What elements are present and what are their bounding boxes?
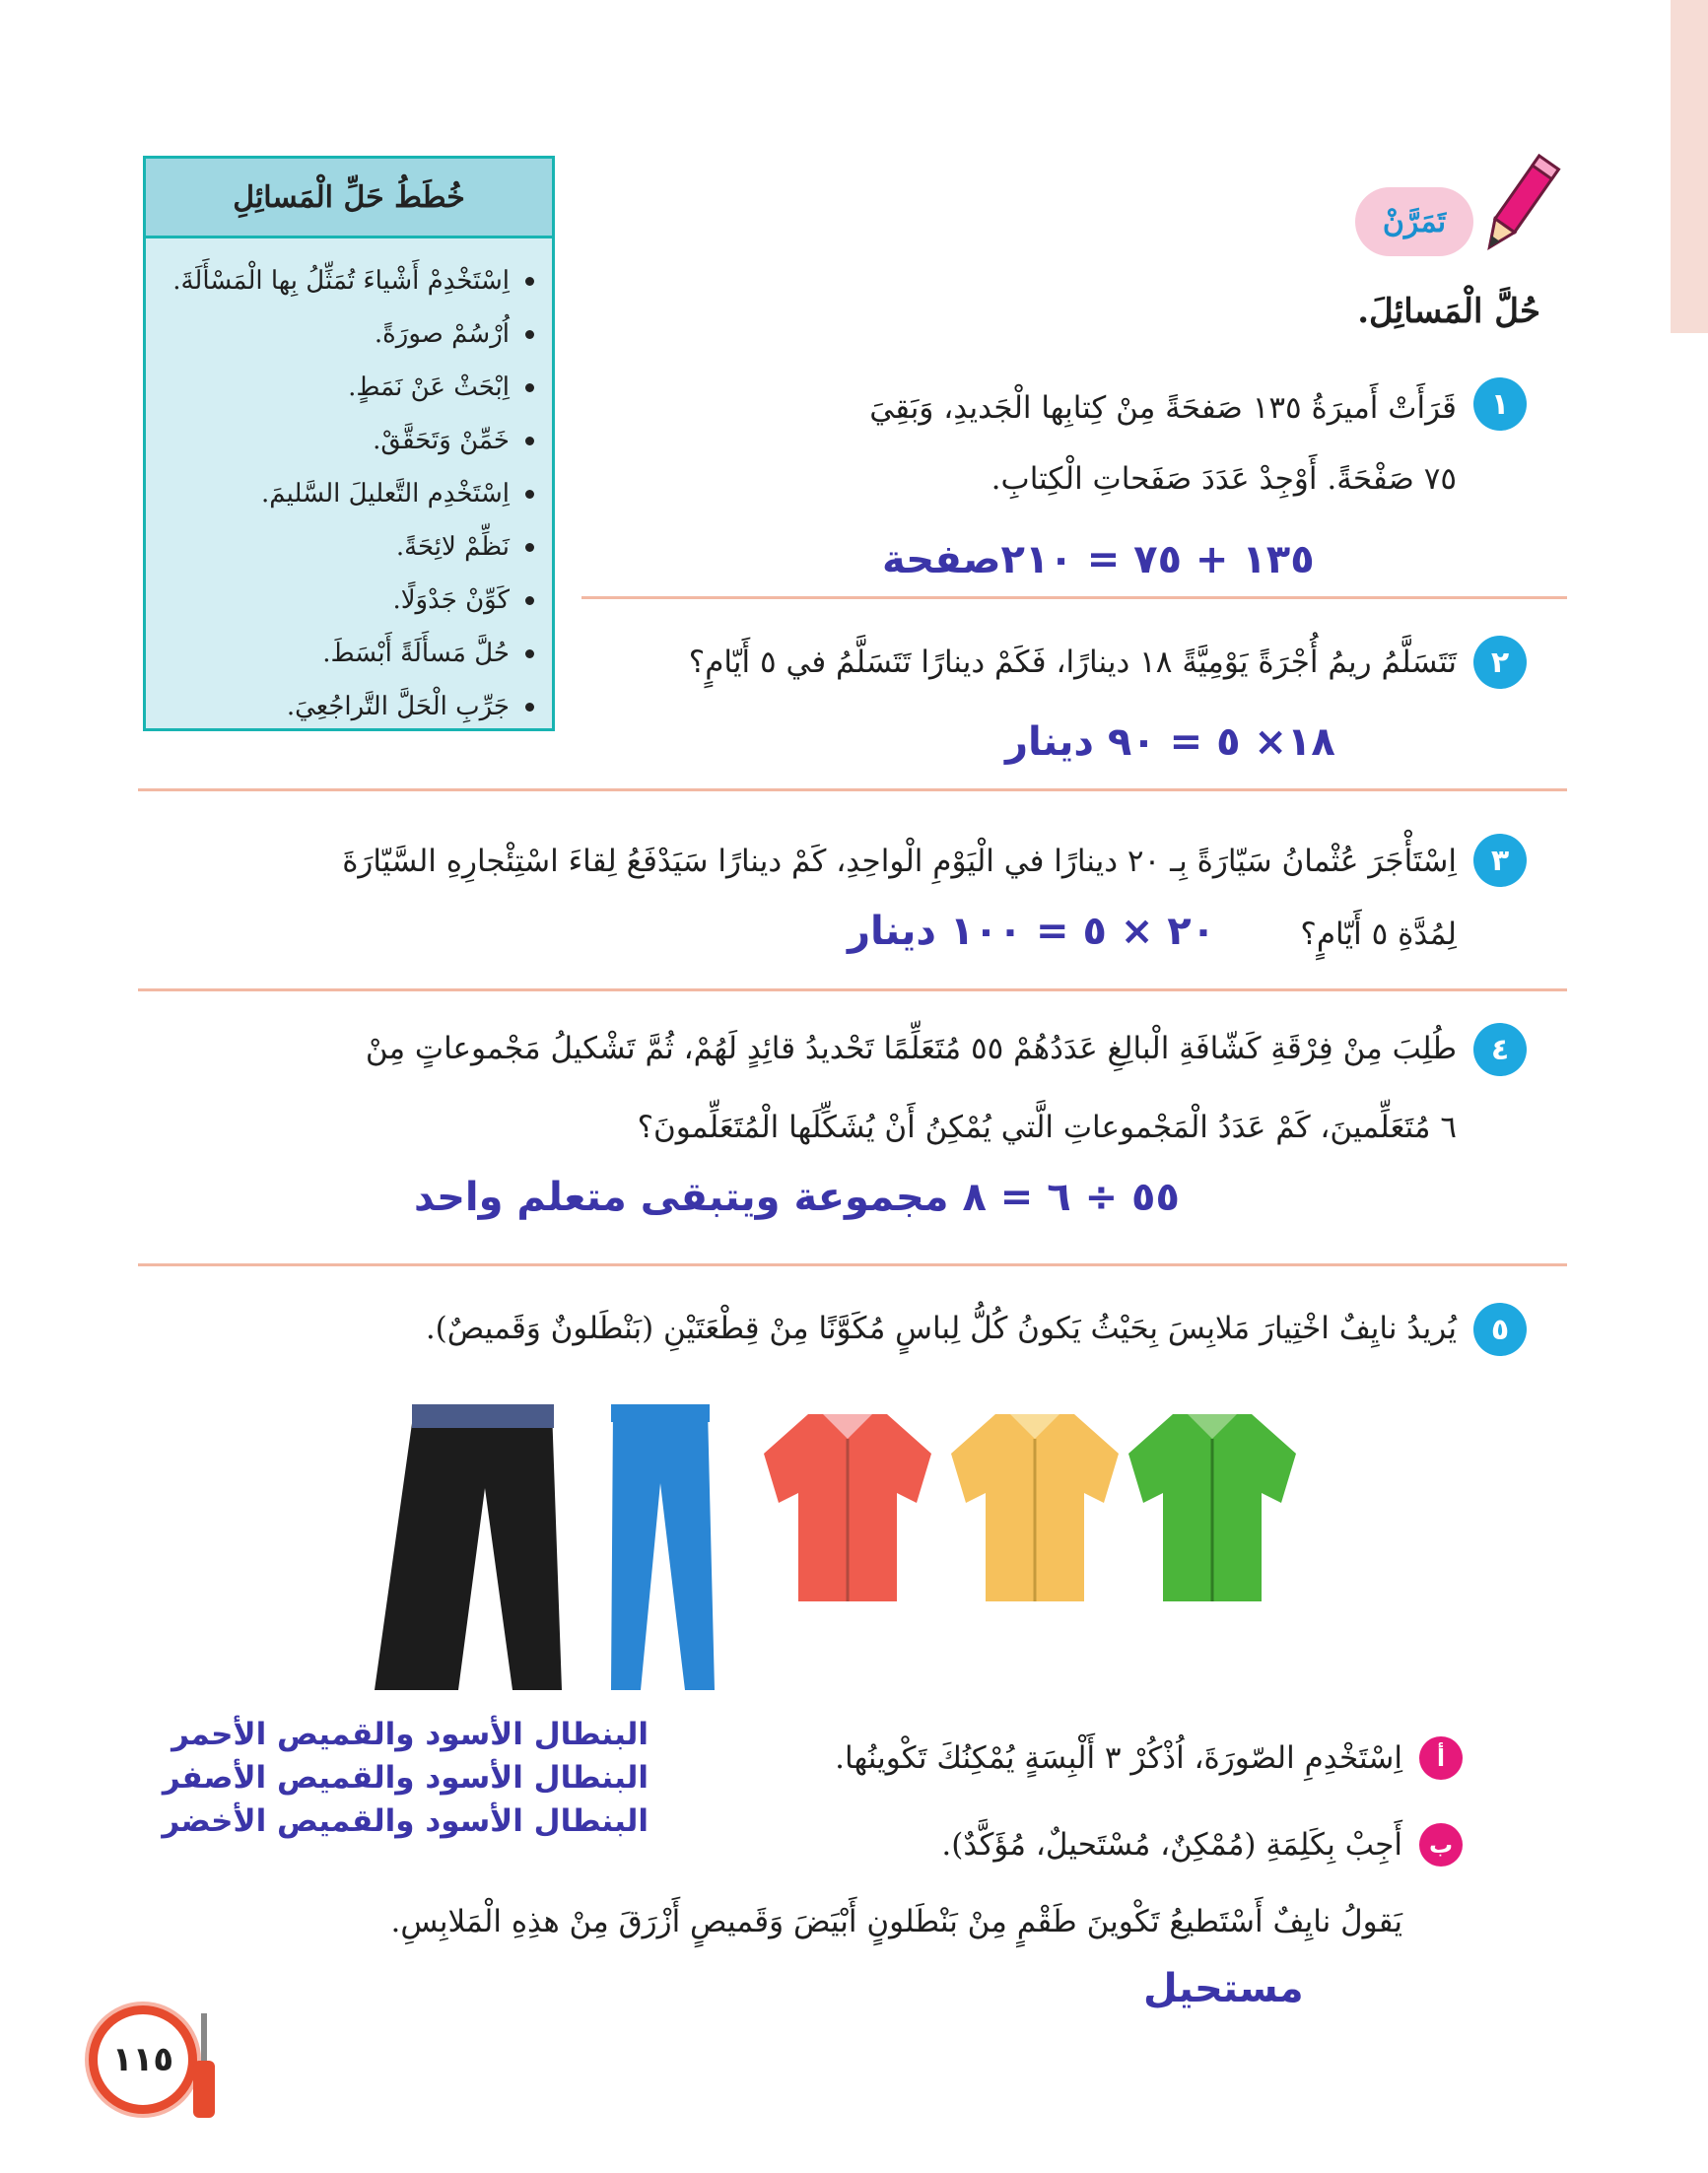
part-b-badge: ب	[1419, 1823, 1463, 1867]
problem-text-line: تَتَسَلَّمُ ريمُ أُجْرَةً يَوْمِيَّةً ١٨ دينارًا، فَكَمْ دينارًا تَتَسَلَّمُ في ٥ أَيّامٍ؟	[688, 645, 1457, 680]
part-a-answer-line: البنطال الأسود والقميص الأخضر	[162, 1803, 649, 1839]
part-b-instruction: أَجِبْ بِكَلِمَةِ (مُمْكِنٌ، مُسْتَحيلٌ، مُؤَكَّدٌ).	[941, 1827, 1402, 1863]
strategies-list	[146, 238, 552, 733]
strategy-item: اِبْحَثْ عَنْ نَمَطٍ.	[156, 361, 534, 414]
problem-strategies-box	[143, 156, 555, 731]
part-a-answer-line: البنطال الأسود والقميص الأحمر	[171, 1717, 649, 1752]
strategy-item: خَمِّنْ وَتَحَقَّقْ.	[156, 414, 534, 467]
divider	[138, 788, 1567, 791]
pencil-icon	[1469, 148, 1567, 266]
part-b-question: يَقولُ نايِفٌ أَسْتَطيعُ تَكْوينَ طَقْمٍ مِنْ بَنْطَلونٍ أَبْيَضَ وَقَميصٍ أَزْرَقَ مِنْ هذِهِ الْمَلابِسِ.	[390, 1904, 1402, 1939]
strategies-title: خُطَطُ حَلِّ الْمَسائِلِ	[146, 159, 552, 238]
problem-text-line: اِسْتَأْجَرَ عُثْمانُ سَيّارَةً بِـ ٢٠ دينارًا في الْيَوْمِ الْواحِدِ، كَمْ دينارًا سَيَدْفَعُ لِقاءَ اسْتِئْجارِهِ السَّيّارَةَ	[342, 844, 1457, 879]
black-pants-icon	[375, 1404, 562, 1690]
problem-number-badge: ٣	[1473, 834, 1527, 887]
problem-text-line: طُلِبَ مِنْ فِرْقَةِ كَشّافَةِ الْبالِغِ عَدَدُهُمْ ٥٥ مُتَعَلِّمًا تَحْديدُ قائِدٍ لَهُمْ، ثُمَّ تَشْكيلُ مَجْموعاتٍ مِنْ	[365, 1031, 1457, 1066]
yellow-shirt-icon	[951, 1414, 1119, 1601]
divider	[138, 988, 1567, 991]
problem-text-line: ٧٥ صَفْحَةً. أَوْجِدْ عَدَدَ صَفَحاتِ الْكِتابِ.	[991, 461, 1457, 497]
pants-waistband	[611, 1404, 710, 1422]
page-edge-tab	[1671, 0, 1708, 333]
problem-text-line: لِمُدَّةِ ٥ أَيّامٍ؟	[1300, 917, 1457, 952]
green-shirt-icon	[1128, 1414, 1296, 1601]
page-number-badge	[89, 2005, 227, 2143]
clothes-illustration	[365, 1394, 1311, 1700]
divider	[581, 596, 1567, 599]
pants-body	[611, 1409, 715, 1690]
strategy-item: اِسْتَخْدِم التَّعليلَ السَّليمَ.	[156, 467, 534, 520]
pants-waistband	[412, 1404, 554, 1428]
part-a-question: اِسْتَخْدِمِ الصّورَةَ، اُذْكُرْ ٣ أَلْبِسَةٍ يُمْكِنُكَ تَكْوينُها.	[835, 1740, 1402, 1776]
problem-text-line: قَرَأَتْ أَميرَةُ ١٣٥ صَفحَةً مِنْ كِتابِها الْجَديدِ، وَبَقِيَ	[869, 390, 1457, 426]
strategy-item: اُرْسُمْ صورَةً.	[156, 307, 534, 361]
part-a-answer-line: البنطال الأسود والقميص الأصفر	[162, 1760, 649, 1796]
part-b-answer: مستحيل	[1143, 1966, 1304, 2011]
problem-answer: ٢٠ × ٥ = ١٠٠ دينار	[848, 909, 1216, 954]
strategy-item: كَوِّنْ جَدْوَلًا.	[156, 574, 534, 627]
divider	[138, 1263, 1567, 1266]
problem-number-badge: ١	[1473, 377, 1527, 431]
section-title: حُلَّ الْمَسائِلَ.	[1357, 292, 1540, 331]
strategy-item: اِسْتَخْدِمْ أَشْياءَ تُمَثِّلُ بِها الْمَسْأَلَةَ.	[156, 254, 534, 307]
strategy-item: نَظِّمْ لائِحَةً.	[156, 520, 534, 574]
blue-pants-icon	[611, 1404, 715, 1690]
strategy-item: حُلَّ مَسأَلَةً أَبْسَطَ.	[156, 627, 534, 680]
problem-answer: ١٣٥ + ٧٥ = ٢١٠صفحة	[882, 537, 1315, 582]
page-number: ١١٥	[89, 2005, 197, 2114]
problem-number-badge: ٢	[1473, 636, 1527, 689]
problem-text-line: ٦ مُتَعَلِّمينَ، كَمْ عَدَدُ الْمَجْموعاتِ الَّتي يُمْكِنُ أَنْ يُشَكِّلَها الْمُتَعَلِّمونَ؟	[637, 1110, 1457, 1145]
pants-body	[375, 1409, 562, 1690]
problem-number-badge: ٥	[1473, 1303, 1527, 1356]
part-a-badge: أ	[1419, 1736, 1463, 1780]
problem-answer: ٥٥ ÷ ٦ = ٨ مجموعة ويتبقى متعلم واحد	[414, 1175, 1180, 1220]
problem-number-badge: ٤	[1473, 1023, 1527, 1076]
problem-answer: ١٨× ٥ = ٩٠ دينار	[1005, 719, 1335, 765]
problem-text-line: يُريدُ نايِفٌ اخْتِيارَ مَلابِسَ بِحَيْثُ يَكونُ كُلُّ لِباسٍ مُكَوَّنًا مِنْ قِطْعَتَيْنِ (بَنْطَلونٌ وَقَميصٌ).	[425, 1311, 1457, 1346]
strategy-item: جَرِّبِ الْحَلَّ التَّراجُعِيَ.	[156, 680, 534, 733]
screwdriver-icon	[189, 2013, 219, 2122]
exercise-label: تَمَرَّنْ	[1355, 187, 1473, 256]
red-shirt-icon	[764, 1414, 931, 1601]
